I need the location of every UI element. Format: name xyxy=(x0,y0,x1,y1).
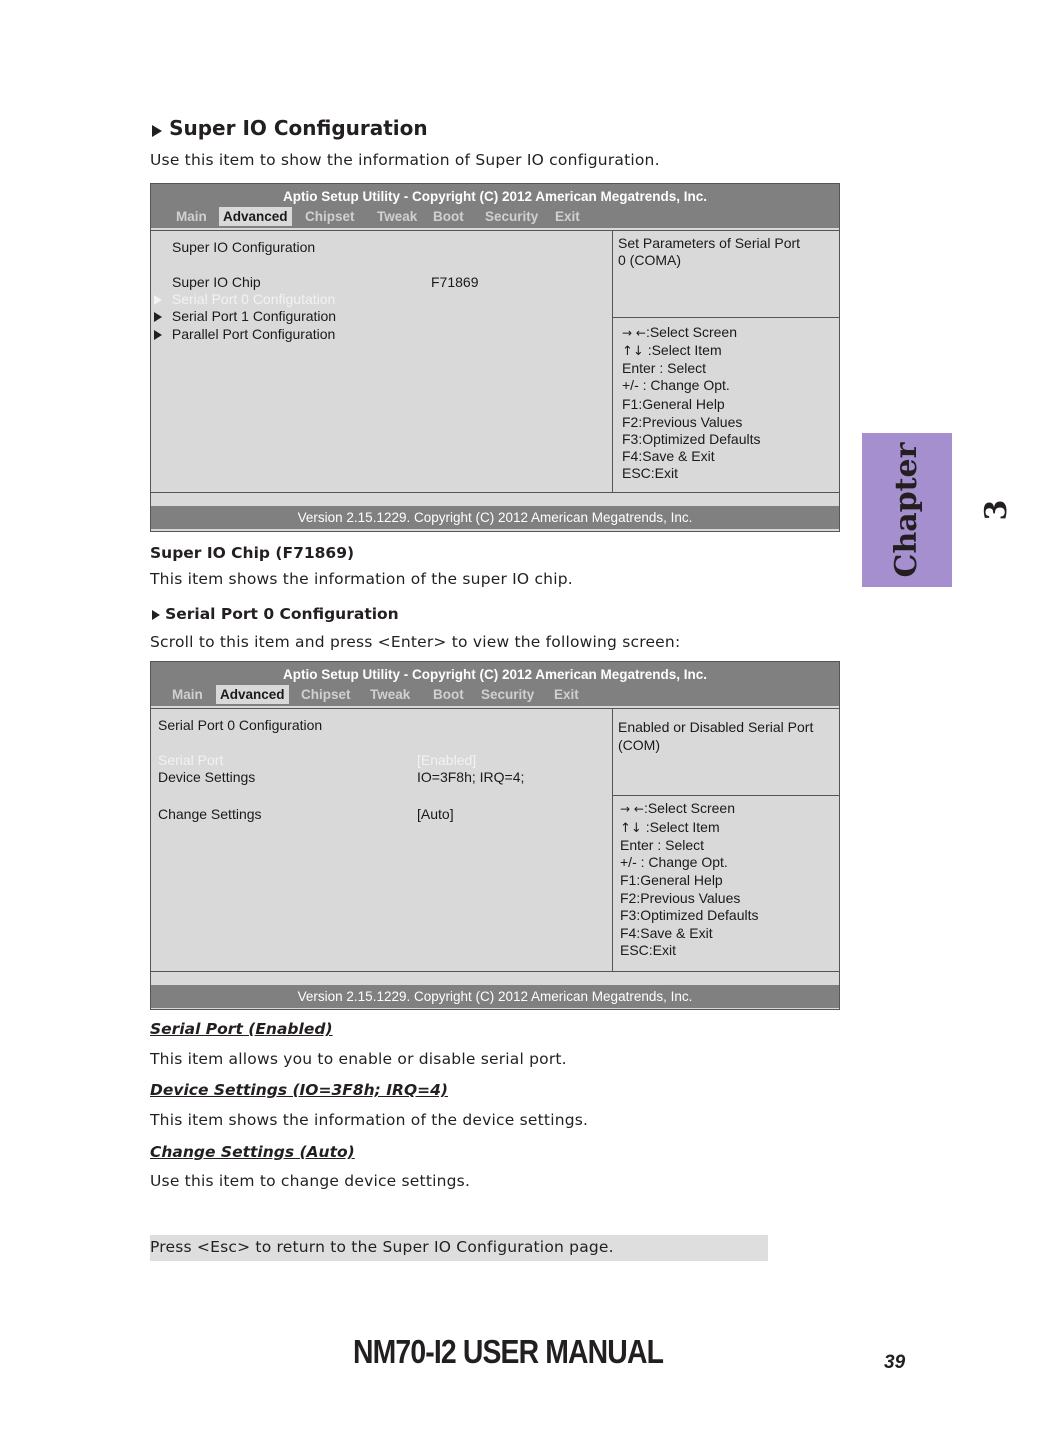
left-right-arrows-icon: → ← xyxy=(622,326,646,340)
help-select-screen: → ←:Select Screen xyxy=(622,324,737,340)
bios-footer: Version 2.15.1229. Copyright (C) 2012 American Megatrends, Inc. xyxy=(151,506,839,529)
help-esc: ESC:Exit xyxy=(620,942,677,958)
change-settings-label[interactable]: Change Settings xyxy=(158,806,262,822)
tab-tweak[interactable]: Tweak xyxy=(370,687,411,702)
super-io-chip-value: F71869 xyxy=(431,274,479,290)
bios-bottom-rule xyxy=(151,971,839,972)
desc-device-settings-text: This item shows the information of the device settings. xyxy=(150,1111,589,1129)
help-esc: ESC:Exit xyxy=(622,465,679,481)
serial-section-heading xyxy=(152,604,399,623)
tab-chipset[interactable]: Chipset xyxy=(301,687,351,702)
chip-section-text: This item shows the information of the super IO chip. xyxy=(150,570,573,588)
tab-exit[interactable]: Exit xyxy=(555,209,580,224)
help-f4: F4:Save & Exit xyxy=(622,448,715,464)
bios-help-divider xyxy=(612,317,839,318)
help-description-2: 0 (COMA) xyxy=(618,252,681,268)
bios-bottom-rule xyxy=(151,492,839,493)
help-select-item: ↑↓ :Select Item xyxy=(620,819,720,836)
section-title: Super IO Configuration xyxy=(169,116,428,140)
device-settings-value: IO=3F8h; IRQ=4; xyxy=(417,769,525,785)
bios-column-divider xyxy=(612,231,613,492)
help-f1: F1:General Help xyxy=(620,872,723,888)
left-right-arrows-icon: → ← xyxy=(620,802,644,816)
desc-device-settings-title: Device Settings (IO=3F8h; IRQ=4) xyxy=(150,1081,448,1099)
tab-boot[interactable]: Boot xyxy=(433,209,464,224)
page-number: 39 xyxy=(884,1352,906,1373)
menu-serial-port-0[interactable] xyxy=(154,291,335,307)
help-select-screen: → ←:Select Screen xyxy=(620,800,735,816)
help-f1: F1:General Help xyxy=(622,396,725,412)
help-f4: F4:Save & Exit xyxy=(620,925,713,941)
triangle-bullet-icon xyxy=(152,125,162,137)
desc-change-settings-title: Change Settings (Auto) xyxy=(150,1143,355,1161)
tab-boot[interactable]: Boot xyxy=(433,687,464,702)
help-f2: F2:Previous Values xyxy=(622,414,743,430)
tab-exit[interactable]: Exit xyxy=(554,687,579,702)
submenu-arrow-icon xyxy=(154,295,162,305)
tab-security[interactable]: Security xyxy=(481,687,535,702)
tab-tweak[interactable]: Tweak xyxy=(377,209,418,224)
bios-top-rule xyxy=(151,708,839,709)
tab-main[interactable]: Main xyxy=(172,687,203,702)
help-f3: F3:Optimized Defaults xyxy=(622,431,761,447)
tab-main[interactable]: Main xyxy=(176,209,207,224)
bios-footer: Version 2.15.1229. Copyright (C) 2012 American Megatrends, Inc. xyxy=(151,985,839,1008)
menu-serial-port-0-label: Serial Port 0 Configutation xyxy=(171,291,336,307)
serial-section-text: Scroll to this item and press <Enter> to view the following screen: xyxy=(150,633,681,651)
device-settings-label: Device Settings xyxy=(158,769,256,785)
bios-title: Aptio Setup Utility - Copyright (C) 2012 American Megatrends, Inc. xyxy=(282,189,708,204)
bios-top-rule xyxy=(151,230,839,231)
help-enter: Enter : Select xyxy=(620,837,705,853)
bios-column-divider xyxy=(612,709,613,971)
bios-screen-super-io xyxy=(150,183,840,532)
bios-heading: Super IO Configuration xyxy=(172,239,316,255)
bios-title: Aptio Setup Utility - Copyright (C) 2012 American Megatrends, Inc. xyxy=(282,667,708,682)
bios-header xyxy=(151,184,839,228)
tab-security[interactable]: Security xyxy=(485,209,539,224)
serial-port-value[interactable]: [Enabled] xyxy=(417,752,477,768)
help-description-1: Set Parameters of Serial Port xyxy=(618,235,801,251)
help-select-item: ↑↓ :Select Item xyxy=(622,342,722,359)
help-enter: Enter : Select xyxy=(622,360,707,376)
menu-serial-port-1-label: Serial Port 1 Configuration xyxy=(171,308,337,324)
desc-serial-port-text: This item allows you to enable or disable serial port. xyxy=(150,1050,567,1068)
up-down-arrows-icon: ↑↓ xyxy=(622,344,644,359)
manual-title: NM70-I2 USER MANUAL xyxy=(353,1333,664,1370)
change-settings-value[interactable]: [Auto] xyxy=(417,806,454,822)
super-io-chip-label: Super IO Chip xyxy=(172,274,261,290)
bios-header xyxy=(151,662,839,706)
section-intro: Use this item to show the information of Super IO configuration. xyxy=(150,151,660,169)
help-description-1: Enabled or Disabled Serial Port xyxy=(618,719,814,735)
esc-note: Press <Esc> to return to the Super IO Configuration page. xyxy=(150,1235,768,1261)
menu-parallel-port[interactable] xyxy=(154,326,335,342)
serial-port-label[interactable]: Serial Port xyxy=(158,752,224,768)
tab-chipset[interactable]: Chipset xyxy=(305,209,355,224)
help-f3: F3:Optimized Defaults xyxy=(620,907,759,923)
bios-screen-serial-port-0 xyxy=(150,661,840,1010)
up-down-arrows-icon: ↑↓ xyxy=(620,821,642,836)
menu-parallel-port-label: Parallel Port Configuration xyxy=(171,326,336,342)
section-heading-super-io xyxy=(152,116,428,140)
help-change-opt: +/- : Change Opt. xyxy=(620,854,728,870)
help-f2: F2:Previous Values xyxy=(620,890,741,906)
bios-heading: Serial Port 0 Configuration xyxy=(158,717,323,733)
chapter-tab xyxy=(862,433,1014,587)
tab-advanced[interactable]: Advanced xyxy=(219,207,292,226)
help-change-opt: +/- : Change Opt. xyxy=(622,377,730,393)
chip-section-title: Super IO Chip (F71869) xyxy=(150,544,355,562)
menu-serial-port-1[interactable] xyxy=(154,308,336,324)
tab-advanced[interactable]: Advanced xyxy=(216,685,289,704)
chapter-tab-label: Chapter 3 xyxy=(889,442,1014,578)
desc-change-settings-text: Use this item to change device settings. xyxy=(150,1172,471,1190)
submenu-arrow-icon xyxy=(154,330,162,340)
bios-help-divider xyxy=(612,795,839,796)
desc-serial-port-title: Serial Port (Enabled) xyxy=(150,1020,333,1038)
triangle-bullet-icon xyxy=(152,610,160,620)
help-description-2: (COM) xyxy=(618,737,660,753)
submenu-arrow-icon xyxy=(154,312,162,322)
serial-section-title: Serial Port 0 Configuration xyxy=(165,605,399,623)
